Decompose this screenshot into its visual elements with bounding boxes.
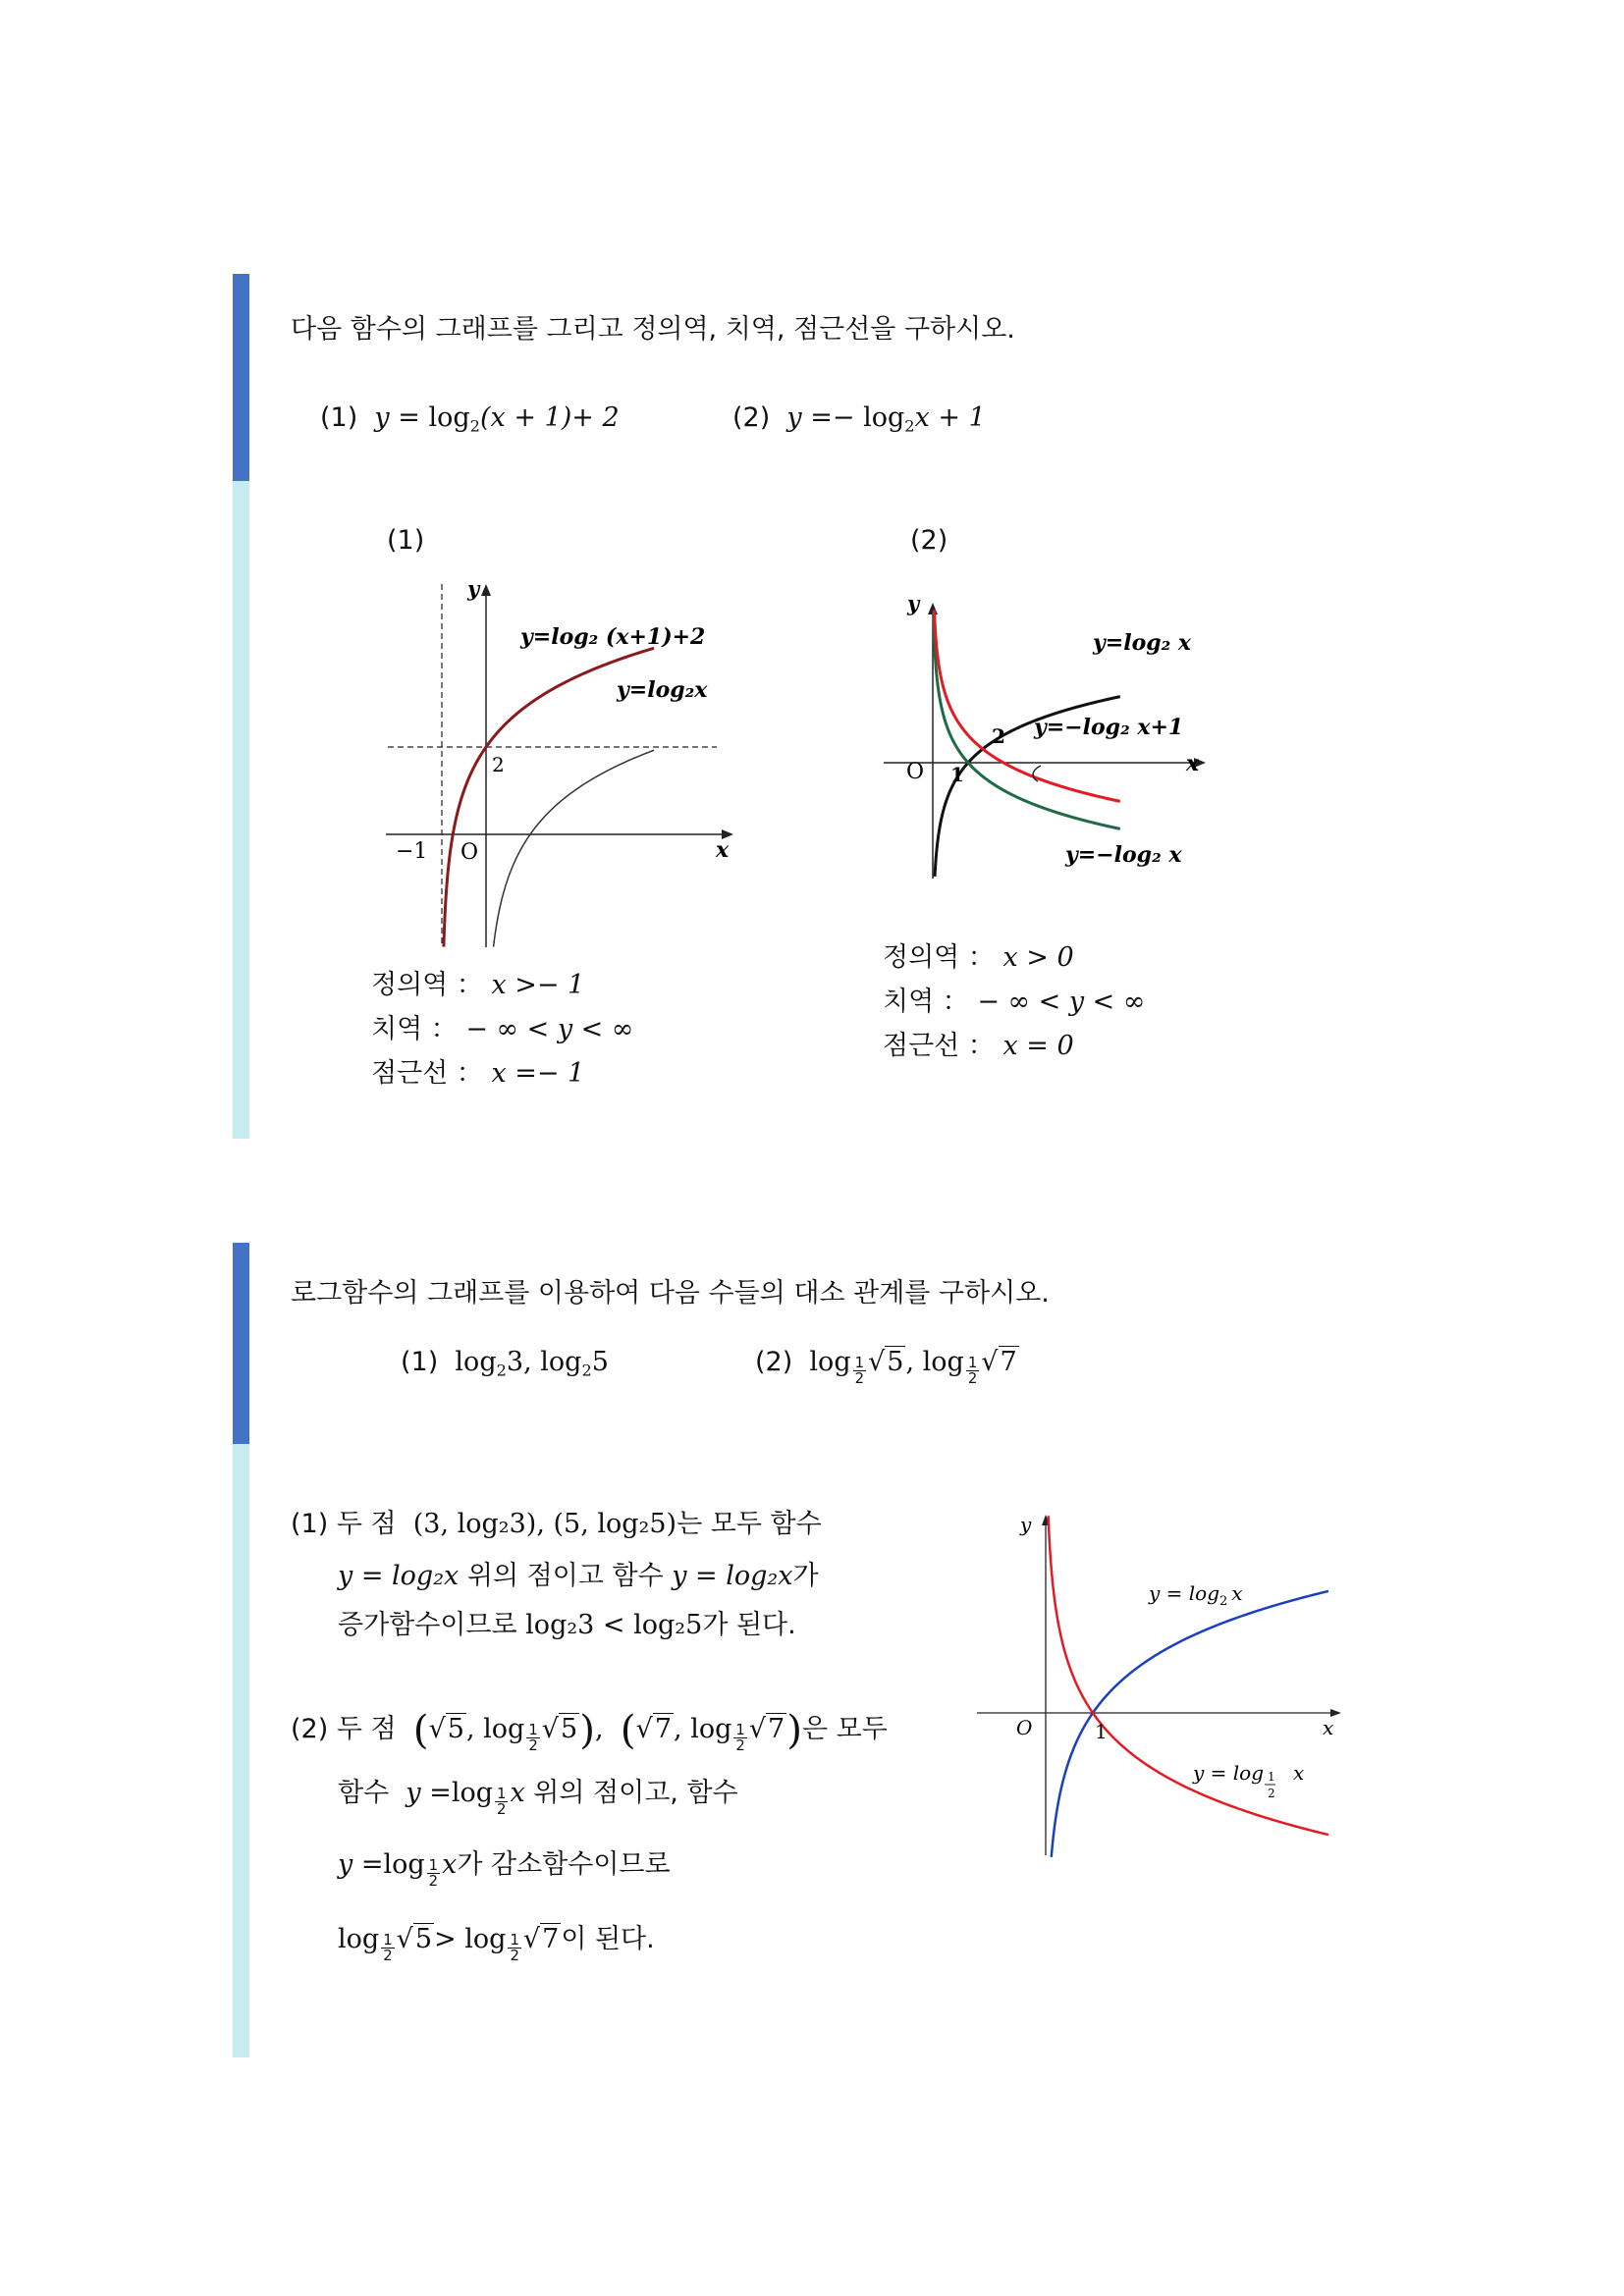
graph2-domain: 정의역 ： x > 0 xyxy=(883,942,1074,973)
graph3-log-compare xyxy=(967,1507,1350,1865)
graph1-tick-2: 2 xyxy=(492,753,505,776)
graph2-asymptote-text: 점근선 ： x = 0 xyxy=(883,1031,1074,1061)
graph2-log-reflect xyxy=(874,589,1227,883)
answer2-2-line4: log $\frac{1}{2}$ √5> log $\frac{1}{2}$ √7이 된다. xyxy=(338,1924,655,1965)
graph2-range: 치역 ： − ∞ < y < ∞ xyxy=(883,987,1146,1017)
graph2-tick-2: 2 xyxy=(992,724,1005,748)
graph3-origin: O xyxy=(1016,1716,1033,1739)
graph1-asymptote-text: 점근선 ： x =− 1 xyxy=(371,1058,585,1089)
graph2-neg-label: y=−log₂ x xyxy=(1065,842,1182,868)
graph2-main-label: y=−log₂ x+1 xyxy=(1034,715,1184,740)
graph1-origin: O xyxy=(460,840,479,865)
graph3-inc-label: $y = \log_2 x$ xyxy=(1149,1581,1243,1609)
graph1-domain: 정의역 ： x >− 1 xyxy=(371,970,585,1000)
problem1-question: 다음 함수의 그래프를 그리고 정의역, 치역, 점근선을 구하시오. xyxy=(291,314,1015,345)
graph3-dec-frac-num: 1 xyxy=(1268,1770,1275,1784)
graph3-curve-increasing xyxy=(1052,1591,1328,1857)
graph1-x-label: x xyxy=(716,837,730,863)
graph1-ref-label: y=log₂x xyxy=(617,677,708,703)
section2-answer-bar xyxy=(233,1444,249,2057)
graph1-range: 치역 ： − ∞ < y < ∞ xyxy=(371,1014,634,1044)
answer2-1-line1: (1) 두 점 (3, log₂3), (5, log₂5)는 모두 함수 xyxy=(291,1509,822,1539)
graph3-dec-label: y = log x xyxy=(1193,1761,1305,1785)
graph1-y-label: y xyxy=(467,576,480,601)
graph3-x-label: x xyxy=(1323,1716,1334,1739)
graph1-label: (1) xyxy=(387,525,425,556)
graph3-curve-decreasing xyxy=(1049,1516,1328,1835)
graph1-log-shift xyxy=(378,574,746,952)
graph2-x-label: x xyxy=(1186,751,1200,776)
answer2-1-line2: y = log₂x 위의 점이고 함수 y = log₂x가 xyxy=(338,1561,819,1591)
graph3-dec-frac-den: 2 xyxy=(1268,1787,1275,1800)
answer2-2-line2: 함수 y =log $\frac{1}{2}$ x 위의 점이고, 함수 xyxy=(338,1778,738,1819)
problem2-part2: (2) log $\frac{1}{2}$ √5, log $\frac{1}{2}$ √7 xyxy=(755,1347,1017,1388)
graph2-label: (2) xyxy=(910,525,948,556)
graph2-log-label: y=log₂ x xyxy=(1093,630,1192,656)
section2-marker xyxy=(233,1243,249,1444)
graph2-tick-1: 1 xyxy=(950,763,964,786)
problem2-part1: (1) $\log_23$, $\log_25$ xyxy=(401,1347,609,1380)
graph3-y-label: y xyxy=(1020,1513,1032,1536)
graph2-y-label: y xyxy=(907,591,920,615)
graph1-main-label: y=log₂ (x+1)+2 xyxy=(520,624,706,650)
graph1-curve-ref xyxy=(494,750,654,946)
problem1-part2: (2) $y =- \log_2x + 1$ xyxy=(732,402,986,436)
answer2-2-line3: y =log $\frac{1}{2}$ x가 감소함수이므로 xyxy=(338,1849,671,1891)
problem1-part1: (1) $y = \log_2(x + 1)+ 2$ xyxy=(320,402,620,436)
answer2-2-line1: (2) 두 점 (√5, log $\frac{1}{2}$ √5), (√7, log $\frac{1}{2}$ √7)은 모두 xyxy=(291,1706,888,1755)
section1-marker xyxy=(233,274,249,481)
answer2-1-line3: 증가함수이므로 log₂3 < log₂5가 된다. xyxy=(338,1610,796,1640)
section1-answer-bar xyxy=(233,481,249,1139)
problem2-question: 로그함수의 그래프를 이용하여 다음 수들의 대소 관계를 구하시오. xyxy=(291,1278,1050,1308)
graph1-tick-neg1: −1 xyxy=(396,839,428,864)
graph3-tick-1: 1 xyxy=(1095,1720,1108,1743)
graph2-origin: O xyxy=(906,760,925,784)
